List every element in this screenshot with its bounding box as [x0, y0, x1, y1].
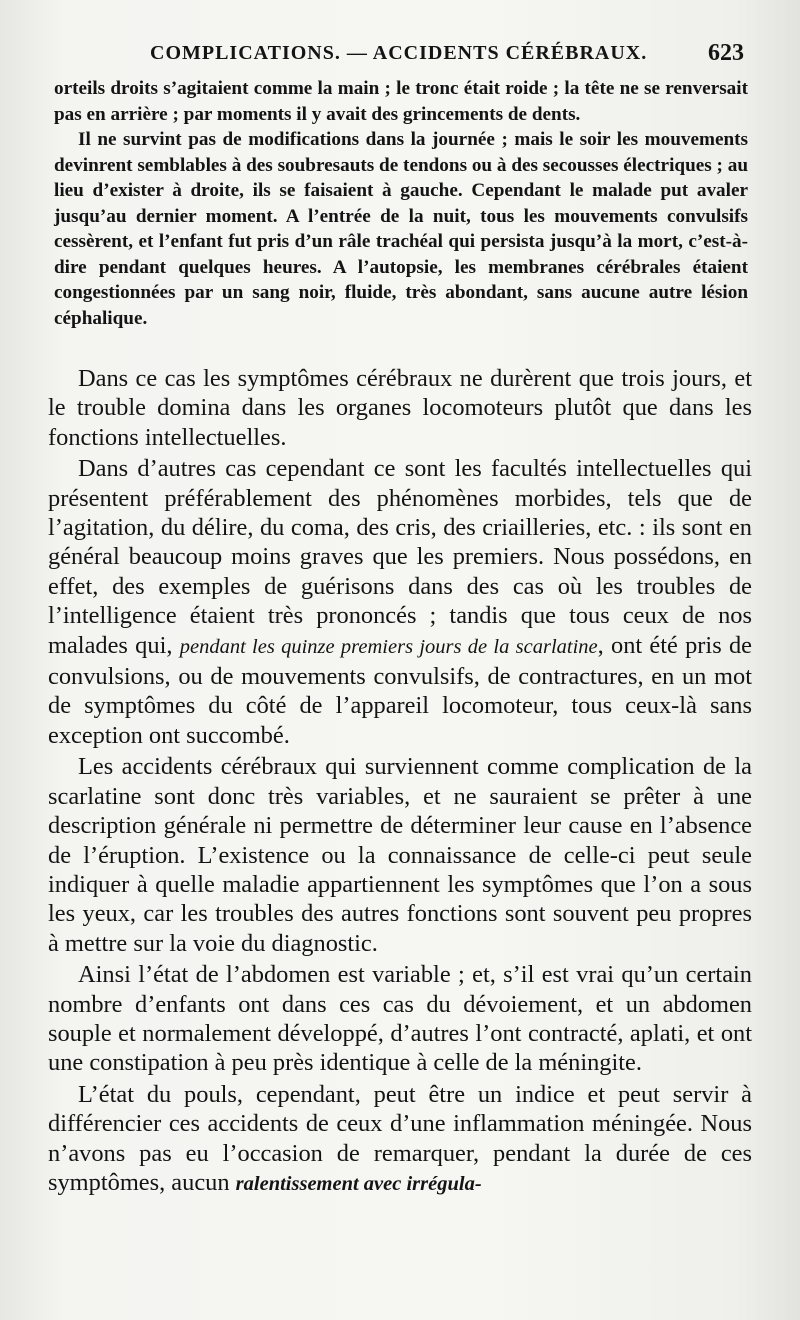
body-paragraph — [48, 454, 752, 750]
body-paragraph — [48, 1080, 752, 1200]
case-observation — [54, 76, 748, 331]
body-text-segment: L’état du pouls, cependant, peut être un indice et peut servir à différencier ces accidents de ceux d’une inflammation méningée. Nous n’avons pas eu l’occasion de remarquer, pendant la durée de ces symptômes, aucun — [48, 1080, 752, 1196]
page-header — [150, 42, 750, 72]
body-paragraph: Les accidents cérébraux qui surviennent comme complication de la scarlatine sont donc très variables, et ne sauraient se prêter à une description générale ni permettre de déterminer leur cause en l’absence de l’éruption. L’existence ou la connaissance de celle-ci peut seule indiquer à quelle maladie appartiennent les symptômes que l’on a sous les yeux, car les troubles des autres fonctions sont souvent peu propres à mettre sur la voie du diagnostic. — [48, 753, 752, 957]
page-number: 623 — [708, 40, 744, 66]
italic-phrase: pendant les quinze premiers jours de la scarlatine — [179, 635, 598, 658]
body-text-segment: Dans d’autres cas cependant ce sont les facultés intellectuelles qui présentent préférablement des phénomènes morbides, tels que de l’agitation, du délire, du coma, des cris, des criailleries, etc. : ils sont en général beaucoup moins graves que les premiers. Nous possédons, en effet, des exemples de guérisons dans des cas où les troubles de l’intelligence étaient très prononcés ; tandis que tous ceux de nos malades qui, — [48, 455, 752, 659]
observation-paragraph: Il ne survint pas de modifications dans la journée ; mais le soir les mouvements devinrent semblables à des soubresauts de tendons ou à des secousses électriques ; au lieu d’exister à droite, ils se faisaient à gauche. Cependant le malade put avaler jusqu’au dernier moment. A l’entrée de la nuit, tous les mouvements convulsifs cessèrent, et l’enfant fut pris d’un râle trachéal qui persista jusqu’à la mort, c’est-à-dire pendant quelques heures. A l’autopsie, les membranes cérébrales étaient congestionnées par un sang noir, fluide, très abondant, sans aucune autre lésion céphalique. — [54, 129, 748, 329]
body-paragraph: Dans ce cas les symptômes cérébraux ne durèrent que trois jours, et le trouble domina dans les organes locomoteurs plutôt que dans les fonctions intellectuelles. — [48, 365, 752, 451]
body-text-segment: , ont été pris de convulsions, ou de mouvements convulsifs, de contractures, en un mot de symptômes du côté de l’appareil locomoteur, tous ceux-là sans exception ont succombé. — [48, 631, 752, 749]
running-head: COMPLICATIONS. — ACCIDENTS CÉRÉBRAUX. — [150, 42, 648, 64]
body-paragraph: Ainsi l’état de l’abdomen est variable ; et, s’il est vrai qu’un certain nombre d’enfants ont dans ces cas du dévoiement, et un abdomen souple et normalement développé, d’autres l’ont contracté, aplati, et ont une constipation à peu près identique à celle de la méningite. — [48, 961, 752, 1077]
main-text — [48, 364, 752, 1199]
italic-phrase: ralentissement avec irrégula- — [235, 1172, 482, 1195]
observation-paragraph: orteils droits s’agitaient comme la main ; le tronc était roide ; la tête ne se renversait pas en arrière ; par moments il y avait des grincements de dents. — [54, 78, 748, 125]
